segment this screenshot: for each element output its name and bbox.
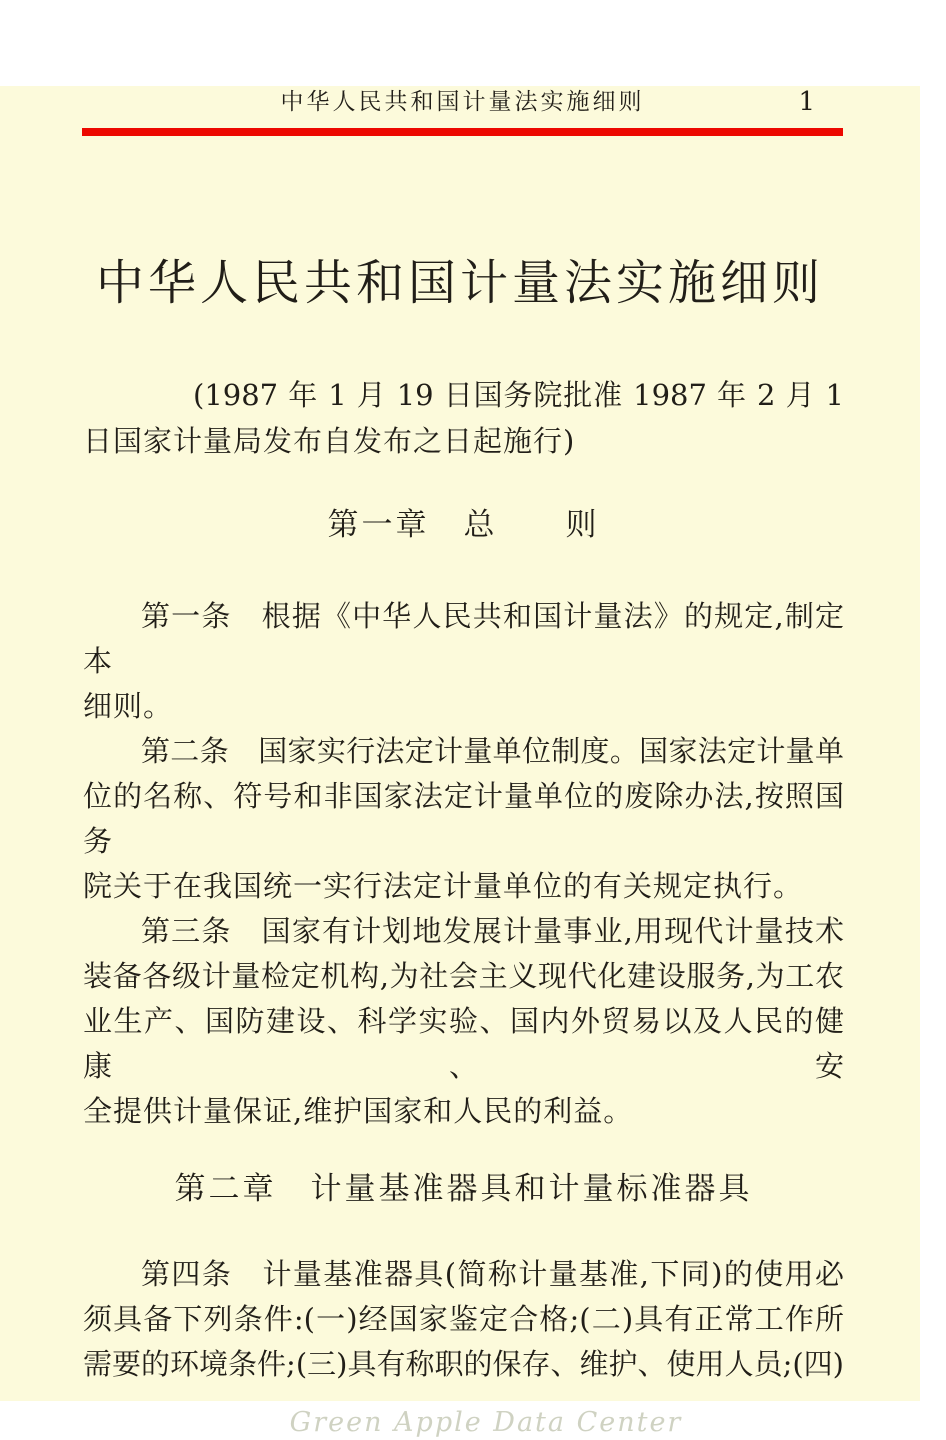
text-line: 位的名称、符号和非国家法定计量单位的废除办法,按照国务: [83, 779, 844, 858]
text-line: 第一条 根据《中华人民共和国计量法》的规定,制定本: [83, 599, 844, 678]
chapter-1-articles: [83, 594, 844, 1134]
watermark-text: Green Apple Data Center: [289, 1407, 683, 1438]
text-line: 日国家计量局发布自发布之日起施行): [83, 424, 576, 458]
article-4-paragraph: [83, 1252, 844, 1387]
text-line: 全提供计量保证,维护国家和人民的利益。: [83, 1094, 634, 1128]
header-rule-divider: [82, 128, 843, 136]
promulgation-note: [83, 372, 844, 464]
text-line: 细则。: [83, 689, 174, 723]
running-header-title: 中华人民共和国计量法实施细则: [280, 89, 645, 115]
article-1-paragraph: [83, 594, 844, 729]
article-2-paragraph: [83, 729, 844, 909]
document-title: 中华人民共和国计量法实施细则: [95, 255, 824, 311]
page-number: 1: [798, 87, 815, 117]
document-page: [0, 86, 920, 1438]
text-line: 第三条 国家有计划地发展计量事业,用现代计量技术: [141, 914, 844, 948]
text-line: 院关于在我国统一实行法定计量单位的有关规定执行。: [83, 869, 804, 903]
page-header: [82, 86, 843, 118]
text-line: 装备各级计量检定机构,为社会主义现代化建设服务,为工农: [83, 959, 844, 993]
text-line: 须具备下列条件:(一)经国家鉴定合格;(二)具有正常工作所: [83, 1302, 844, 1336]
text-line: 第二条 国家实行法定计量单位制度。国家法定计量单: [141, 734, 844, 768]
text-line: (1987 年 1 月 19 日国务院批准 1987 年 2 月 1: [193, 378, 844, 412]
chapter-2-heading: 第二章 计量基准器具和计量标准器具: [174, 1171, 753, 1207]
chapter-1-heading: 第一章 总 则: [327, 507, 600, 543]
text-line: 第四条 计量基准器具(简称计量基准,下同)的使用必: [141, 1257, 844, 1291]
text-line: 业生产、国防建设、科学实验、国内外贸易以及人民的健康、安: [83, 1004, 844, 1083]
document-body: [83, 372, 844, 1387]
text-line: 需要的环境条件;(三)具有称职的保存、维护、使用人员;(四): [83, 1347, 844, 1381]
article-3-paragraph: [83, 909, 844, 1134]
